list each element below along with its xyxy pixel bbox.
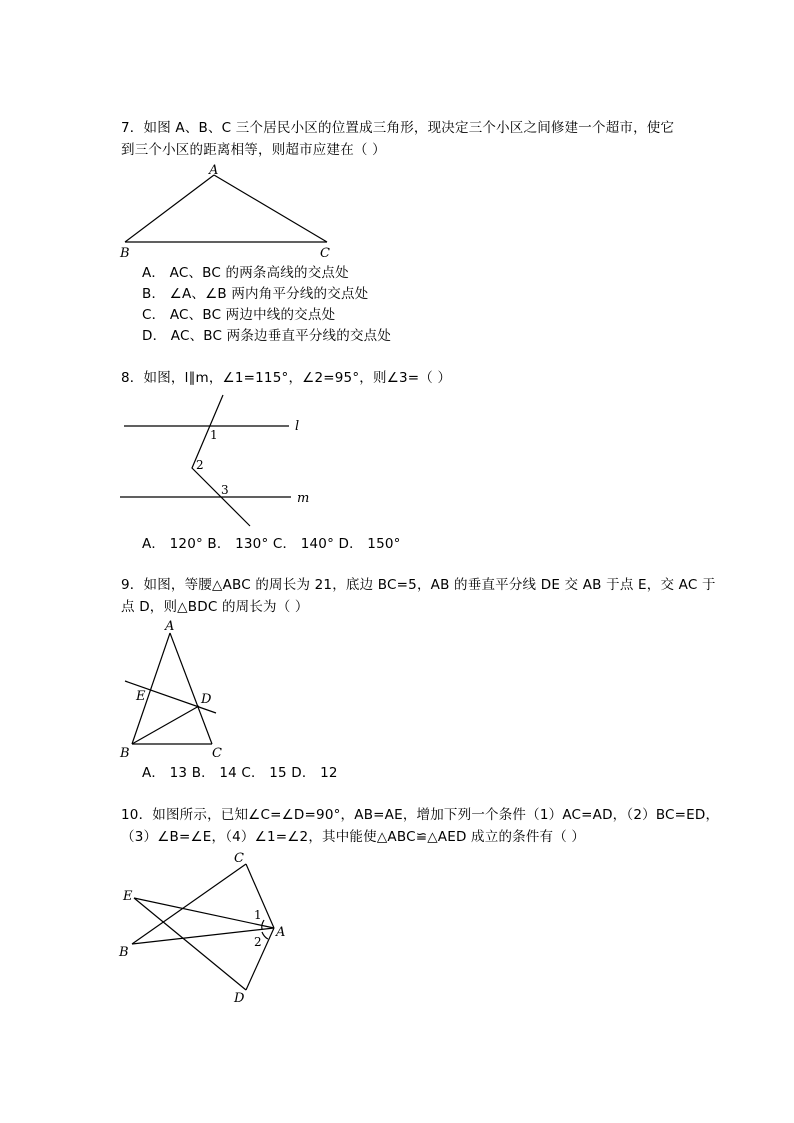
q10-label-a: A xyxy=(276,925,286,940)
q8-stem: 8．如图，l∥m，∠1=115°，∠2=95°，则∠3=（ ） xyxy=(121,370,452,386)
q8-angle-1-label: 1 xyxy=(210,428,218,442)
q10-segment-ea xyxy=(134,898,274,928)
q8-angle-2-label: 2 xyxy=(196,458,204,472)
q7-label-b: B xyxy=(120,246,130,261)
q8-label-m: m xyxy=(297,491,310,506)
q10-angle-1-label: 1 xyxy=(254,908,262,922)
q10-stem-line1: 10．如图所示，已知∠C=∠D=90°，AB=AE，增加下列一个条件（1）AC=AD，（2）BC=ED， xyxy=(121,807,720,823)
q7-option-c[interactable]: C． AC、BC 两边中线的交点处 xyxy=(142,307,336,323)
q10-angle-2-label: 2 xyxy=(254,935,262,949)
q10-stem-line2: （3）∠B=∠E，（4）∠1=∠2，其中能使△ABC≌△AED 成立的条件有（ ） xyxy=(121,829,586,845)
q9-stem-line2: 点 D，则△BDC 的周长为（ ） xyxy=(121,599,309,615)
q7-stem-line2: 到三个小区的距离相等，则超市应建在（ ） xyxy=(121,142,386,158)
q8-label-l: l xyxy=(295,419,300,434)
q7-option-a[interactable]: A． AC、BC 的两条高线的交点处 xyxy=(142,265,349,281)
q7-label-a: A xyxy=(209,163,219,178)
q7-option-b[interactable]: B． ∠A、∠B 两内角平分线的交点处 xyxy=(142,286,369,302)
q9-label-b: B xyxy=(120,746,130,761)
q10-label-b: B xyxy=(119,945,129,960)
q9-label-a: A xyxy=(165,619,175,634)
q7-option-d[interactable]: D． AC、BC 两条边垂直平分线的交点处 xyxy=(142,328,392,344)
q10-label-d: D xyxy=(234,991,245,1006)
q10-label-e: E xyxy=(123,889,133,904)
q10-segment-ba xyxy=(132,928,274,944)
q9-options[interactable]: A． 13 B． 14 C． 15 D． 12 xyxy=(142,765,338,781)
q9-stem-line1: 9．如图，等腰△ABC 的周长为 21，底边 BC=5，AB 的垂直平分线 DE 交 AB 于点 E，交 AC 于 xyxy=(121,577,716,593)
q7-stem-line1: 7．如图 A、B、C 三个居民小区的位置成三角形，现决定三个小区之间修建一个超市，使它 xyxy=(121,120,675,136)
q8-options[interactable]: A． 120° B． 130° C． 140° D． 150° xyxy=(142,536,401,552)
q8-angle-3-label: 3 xyxy=(221,483,229,497)
q7-label-c: C xyxy=(320,246,330,261)
q9-label-d: D xyxy=(201,692,212,707)
q10-segment-ed xyxy=(134,898,246,990)
q10-angle-2-arc xyxy=(262,932,268,939)
q9-label-e: E xyxy=(136,689,146,704)
q10-segment-cb xyxy=(132,864,246,944)
q10-angle-1-arc xyxy=(262,920,264,929)
q9-label-c: C xyxy=(212,746,222,761)
q10-label-c: C xyxy=(234,851,244,866)
